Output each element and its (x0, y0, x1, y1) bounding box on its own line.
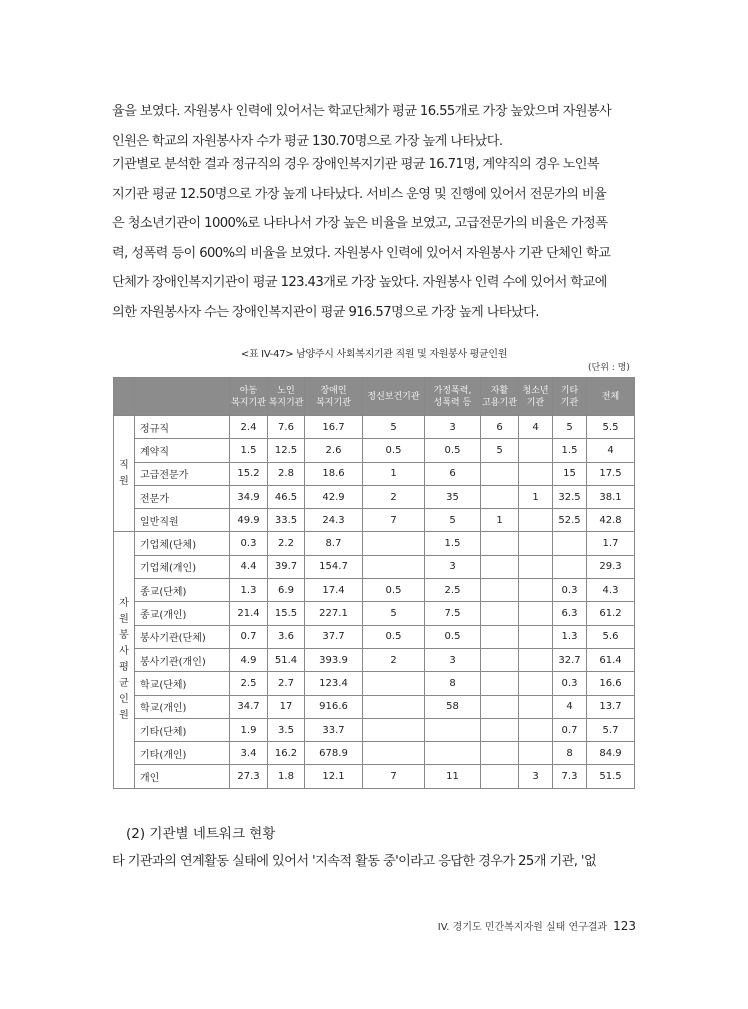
table-row (114, 648, 635, 671)
table-cell: 38.1 (587, 485, 635, 508)
table-cell (519, 648, 553, 671)
table-cell: 32.5 (553, 485, 587, 508)
table-cell: 1.8 (268, 765, 305, 788)
table-cell: 2.6 (305, 439, 363, 462)
table-cell: 0.5 (363, 625, 425, 648)
table-cell: 1.9 (230, 718, 268, 741)
table-row (114, 625, 635, 648)
table-cell: 1.3 (230, 579, 268, 602)
table-cell: 37.7 (305, 625, 363, 648)
table-cell (519, 462, 553, 485)
table-cell: 0.3 (553, 672, 587, 695)
table-cell (481, 672, 519, 695)
table-cell: 2.2 (268, 532, 305, 555)
table-row (114, 485, 635, 508)
table-cell (481, 532, 519, 555)
row-label: 봉사기관(개인) (135, 648, 230, 671)
table-cell: 393.9 (305, 648, 363, 671)
row-label: 기업체(단체) (135, 532, 230, 555)
table-cell: 34.9 (230, 485, 268, 508)
table-cell (519, 579, 553, 602)
table-cell: 2 (363, 485, 425, 508)
table-row (114, 555, 635, 578)
table-cell (481, 555, 519, 578)
table-cell (363, 555, 425, 578)
row-label: 기업체(개인) (135, 555, 230, 578)
table-cell (481, 579, 519, 602)
table-row (114, 718, 635, 741)
header-cell: 아동 복지기관 (230, 378, 268, 416)
section-body: 타 기관과의 연계활동 실태에 있어서 '지속적 활동 중'이라고 응답한 경우가 25개 기관, '없 (112, 854, 597, 869)
table-cell (363, 742, 425, 765)
table-cell: 52.5 (553, 509, 587, 532)
table-cell: 51.4 (268, 648, 305, 671)
table-cell: 5.5 (587, 416, 635, 439)
table-cell: 3.6 (268, 625, 305, 648)
table-cell: 2.7 (268, 672, 305, 695)
row-label: 정규직 (135, 416, 230, 439)
table-cell: 8.7 (305, 532, 363, 555)
row-label: 개인 (135, 765, 230, 788)
header-cell: 청소년 기관 (519, 378, 553, 416)
table-cell: 34.7 (230, 695, 268, 718)
table-cell: 1.5 (230, 439, 268, 462)
table-cell: 1 (363, 462, 425, 485)
table-cell (519, 555, 553, 578)
header-cell: 장애인 복지기관 (305, 378, 363, 416)
table-cell: 13.7 (587, 695, 635, 718)
table-cell (481, 718, 519, 741)
table-cell (519, 532, 553, 555)
table-cell: 2 (363, 648, 425, 671)
header-cell: 기타 기관 (553, 378, 587, 416)
table-cell: 51.5 (587, 765, 635, 788)
table-cell: 8 (553, 742, 587, 765)
table-cell: 15.2 (230, 462, 268, 485)
table-cell (519, 602, 553, 625)
table-cell (481, 602, 519, 625)
table-cell: 1.3 (553, 625, 587, 648)
row-label: 기타(단체) (135, 718, 230, 741)
table-row (114, 509, 635, 532)
table-cell: 7.3 (553, 765, 587, 788)
table-cell: 2.5 (230, 672, 268, 695)
table-cell: 2.4 (230, 416, 268, 439)
table-cell (519, 672, 553, 695)
table-cell: 49.9 (230, 509, 268, 532)
table-cell: 5.6 (587, 625, 635, 648)
table-cell (363, 532, 425, 555)
table-cell: 42.9 (305, 485, 363, 508)
table-cell (425, 742, 481, 765)
table-cell (425, 718, 481, 741)
table-cell: 1.5 (425, 532, 481, 555)
table-body (114, 416, 635, 789)
table-cell: 16.6 (587, 672, 635, 695)
table-cell: 6.9 (268, 579, 305, 602)
table-cell: 5 (363, 416, 425, 439)
row-label: 종교(단체) (135, 579, 230, 602)
row-label: 학교(개인) (135, 695, 230, 718)
page-number: 123 (613, 919, 636, 933)
table-cell: 33.5 (268, 509, 305, 532)
table-row (114, 695, 635, 718)
table-row (114, 439, 635, 462)
table-cell: 29.3 (587, 555, 635, 578)
table-cell: 0.5 (363, 439, 425, 462)
table-cell: 24.3 (305, 509, 363, 532)
table-cell: 46.5 (268, 485, 305, 508)
table-row (114, 742, 635, 765)
table-header-row (114, 378, 635, 416)
table-cell: 5 (363, 602, 425, 625)
table-cell: 0.5 (425, 439, 481, 462)
table-cell: 4 (553, 695, 587, 718)
table-cell (481, 485, 519, 508)
table-cell (481, 625, 519, 648)
row-label: 고급전문가 (135, 462, 230, 485)
table-cell: 11 (425, 765, 481, 788)
table-cell: 3 (425, 416, 481, 439)
table-cell: 4.4 (230, 555, 268, 578)
table-cell: 58 (425, 695, 481, 718)
table-row (114, 416, 635, 439)
table-cell: 678.9 (305, 742, 363, 765)
table-cell (363, 672, 425, 695)
header-cell: 전체 (587, 378, 635, 416)
table-row (114, 462, 635, 485)
table-cell: 5 (553, 416, 587, 439)
table-row (114, 532, 635, 555)
header-cell: 가정폭력, 성폭력 등 (425, 378, 481, 416)
row-label: 학교(단체) (135, 672, 230, 695)
row-label: 계약직 (135, 439, 230, 462)
section-title: (2) 기관별 네트워크 현황 (126, 826, 276, 842)
table-unit: (단위 : 명) (588, 363, 630, 373)
text-line: 율을 보였다. 자원봉사 인력에 있어서는 학교단체가 평균 16.55개로 가장 높았으며 자원봉사 (112, 104, 612, 119)
text-line: 인원은 학교의 자원봉사자 수가 평균 130.70명으로 가장 높게 나타났다. (112, 133, 503, 149)
table-cell: 227.1 (305, 602, 363, 625)
table-cell: 0.7 (230, 625, 268, 648)
table-cell (481, 648, 519, 671)
row-label: 일반직원 (135, 509, 230, 532)
text-line: 력, 성폭력 등이 600%의 비율을 보였다. 자원봉사 인력에 있어서 자원봉사 기관 단체인 학교 (112, 245, 611, 261)
text-line: 지기관 평균 12.50명으로 가장 높게 나타났다. 서비스 운영 및 진행에 있어서 전문가의 비율 (112, 186, 607, 202)
table-cell: 15 (553, 462, 587, 485)
table-cell: 6 (481, 416, 519, 439)
table-cell: 6.3 (553, 602, 587, 625)
table-cell: 61.2 (587, 602, 635, 625)
table-cell (481, 462, 519, 485)
table-cell: 2.8 (268, 462, 305, 485)
table-cell: 8 (425, 672, 481, 695)
table-cell: 4.9 (230, 648, 268, 671)
row-label: 기타(개인) (135, 742, 230, 765)
table-cell: 7 (363, 765, 425, 788)
table-cell: 0.7 (553, 718, 587, 741)
header-cell: 노인 복지기관 (268, 378, 305, 416)
table-row (114, 579, 635, 602)
table-cell: 16.7 (305, 416, 363, 439)
table-cell: 0.5 (425, 625, 481, 648)
table-cell (519, 718, 553, 741)
table-cell: 6 (425, 462, 481, 485)
table-row (114, 602, 635, 625)
table-cell: 21.4 (230, 602, 268, 625)
table-cell: 0.3 (230, 532, 268, 555)
table-caption: <표 IV-47> 남양주시 사회복지기관 직원 및 자원봉사 평균인원 (240, 349, 508, 360)
table-row (114, 672, 635, 695)
table-cell: 2.5 (425, 579, 481, 602)
text-line: 은 청소년기관이 1000%로 나타나서 가장 높은 비율을 보였고, 고급전문가의 비율은 가정폭 (112, 216, 608, 231)
table-cell (519, 742, 553, 765)
table-cell: 17.4 (305, 579, 363, 602)
table-cell: 1.7 (587, 532, 635, 555)
table-cell (553, 555, 587, 578)
table-cell: 3 (425, 648, 481, 671)
page-footer (438, 918, 636, 933)
row-label: 봉사기관(단체) (135, 625, 230, 648)
table-cell: 39.7 (268, 555, 305, 578)
table-cell: 7.5 (425, 602, 481, 625)
table-cell: 61.4 (587, 648, 635, 671)
table-cell: 5 (481, 439, 519, 462)
table-cell: 12.5 (268, 439, 305, 462)
table-cell: 3 (519, 765, 553, 788)
table-cell: 84.9 (587, 742, 635, 765)
table-cell (481, 765, 519, 788)
table-cell: 18.6 (305, 462, 363, 485)
table-cell: 5.7 (587, 718, 635, 741)
table-cell: 154.7 (305, 555, 363, 578)
table-cell: 12.1 (305, 765, 363, 788)
table-cell (519, 625, 553, 648)
table-cell: 7.6 (268, 416, 305, 439)
row-label: 종교(개인) (135, 602, 230, 625)
table-cell: 123.4 (305, 672, 363, 695)
row-label: 전문가 (135, 485, 230, 508)
table-cell (553, 532, 587, 555)
table-cell: 17.5 (587, 462, 635, 485)
table-cell: 17 (268, 695, 305, 718)
table-cell: 4.3 (587, 579, 635, 602)
text-line: 의한 자원봉사자 수는 장애인복지관이 평균 916.57명으로 가장 높게 나타났다. (112, 304, 539, 320)
table-cell (481, 742, 519, 765)
table-cell: 5 (425, 509, 481, 532)
table-cell: 3 (425, 555, 481, 578)
table-cell (519, 509, 553, 532)
header-cell: 정신보건기관 (363, 378, 425, 416)
table-cell (363, 695, 425, 718)
table-cell (519, 439, 553, 462)
table-cell: 1 (519, 485, 553, 508)
table-row (114, 765, 635, 788)
header-empty (135, 378, 230, 416)
table-cell: 3.5 (268, 718, 305, 741)
statistics-table (113, 377, 635, 789)
text-line: 기관별로 분석한 결과 정규직의 경우 장애인복지기관 평균 16.71명, 계약직의 경우 노인복 (112, 157, 599, 172)
header-empty (114, 378, 135, 416)
group-label: 자 원 봉 사 평 균 인 원 (114, 532, 135, 788)
table-cell: 27.3 (230, 765, 268, 788)
group-label: 직 원 (114, 416, 135, 532)
table-cell: 32.7 (553, 648, 587, 671)
table-cell: 1 (481, 509, 519, 532)
paragraph-1 (112, 97, 640, 156)
table-cell: 42.8 (587, 509, 635, 532)
table-cell: 33.7 (305, 718, 363, 741)
footer-chapter: IV. 경기도 민간복지자원 실태 연구결과 (437, 922, 608, 933)
table-cell: 0.3 (553, 579, 587, 602)
table-cell: 4 (519, 416, 553, 439)
table-cell (481, 695, 519, 718)
table-cell: 15.5 (268, 602, 305, 625)
table-cell: 3.4 (230, 742, 268, 765)
table-cell: 4 (587, 439, 635, 462)
table-cell (519, 695, 553, 718)
paragraph-2 (112, 150, 640, 327)
table-cell: 35 (425, 485, 481, 508)
header-cell: 자활 고용기관 (481, 378, 519, 416)
table-cell (363, 718, 425, 741)
table-cell: 916.6 (305, 695, 363, 718)
text-line: 단체가 장애인복지기관이 평균 123.43개로 가장 높았다. 자원봉사 인력 수에 있어서 학교에 (112, 275, 607, 290)
table-cell: 7 (363, 509, 425, 532)
table-cell: 1.5 (553, 439, 587, 462)
table-cell: 16.2 (268, 742, 305, 765)
table-cell: 0.5 (363, 579, 425, 602)
